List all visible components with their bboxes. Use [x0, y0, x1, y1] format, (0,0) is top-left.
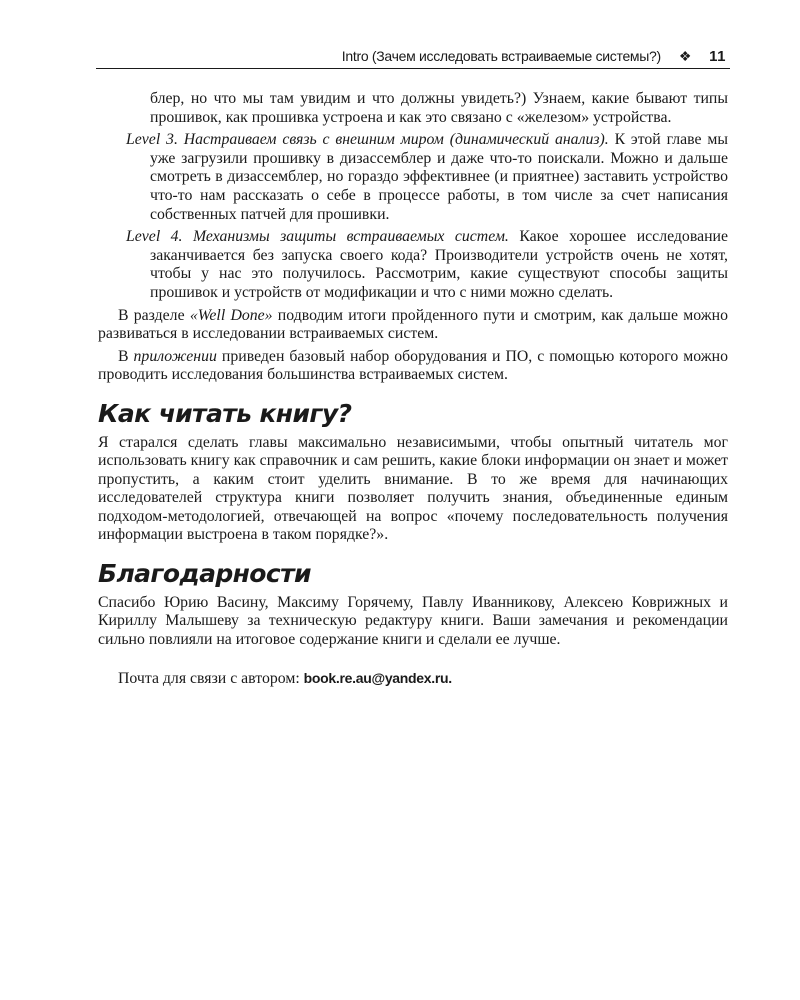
well-done-emphasis: «Well Done»	[189, 306, 273, 324]
running-title: Intro (Зачем исследовать встраиваемые системы?)	[341, 48, 661, 64]
how-to-read-heading: Как читать книгу?	[98, 398, 352, 428]
level-4-text: Какое хорошее исследование заканчивается без запуска своего кода? Производители устройств очень не хотят, чтобы у нас это получилось. Рассмотрим, какие существуют способы защиты прошивок и устройств от модификации и что с ними можно сделать.	[150, 228, 728, 301]
well-done-prefix: В разделе	[118, 306, 190, 324]
contact-label: Почта для связи с автором:	[118, 670, 304, 688]
well-done-text: подводим итоги пройденного пути и смотрим, как дальше можно развиваться в исследовании встраиваемых систем.	[98, 306, 728, 343]
well-done-paragraph	[98, 307, 728, 344]
appendix-prefix: В	[118, 347, 134, 365]
appendix-emphasis: приложении	[133, 347, 217, 365]
appendix-text: приведен базовый набор оборудования и ПО, с помощью которого можно проводить исследования большинства встраиваемых систем.	[98, 347, 728, 384]
page-number: 11	[709, 47, 726, 65]
level-3-item	[98, 131, 728, 224]
appendix-paragraph	[98, 348, 728, 385]
contact-line	[98, 669, 728, 689]
level-4-title: Level 4. Механизмы защиты встраиваемых систем.	[126, 228, 509, 246]
ornament-icon: ❖	[678, 47, 692, 64]
level-4-item	[98, 228, 728, 302]
acknowledgements-heading: Благодарности	[98, 559, 311, 589]
level-list-continuation: блер, но что мы там увидим и что должны увидеть?) Узнаем, какие бывают типы прошивок, как прошивка устроена и как это связано с «железом» устройства.	[150, 90, 728, 126]
how-to-read-paragraph: Я старался сделать главы максимально независимыми, чтобы опытный читатель мог использовать книгу как справочник и сам решить, какие блоки информации он знает и может пропустить, а каким стоит уделить внимание. В то же время для начинающих исследователей структура книги позволяет получить знания, объединенные единым подходом-методологией, отвечающей на вопрос «почему последовательность получения информации выстроена в таком порядке?».	[98, 433, 728, 544]
running-header	[96, 44, 730, 69]
author-email[interactable]: book.re.au@yandex.ru.	[303, 670, 452, 687]
page-body	[98, 90, 728, 693]
level-3-title: Level 3. Настраиваем связь с внешним миром (динамический анализ).	[126, 131, 609, 149]
acknowledgements-paragraph: Спасибо Юрию Васину, Максиму Горячему, Павлу Иванникову, Алексею Коврижных и Кириллу Малышеву за техническую редактуру книги. Ваши замечания и рекомендации сильно повлияли на итоговое содержание книги и сделали ее лучше.	[98, 593, 728, 648]
level-3-text: К этой главе мы уже загрузили прошивку в дизассемблер и даже что-то поискали. Можно и дальше смотреть в дизассемблер, но гораздо эффективнее (и приятнее) заставить устройство что-то нам рассказать о себе в процессе работы, в том числе за счет написания собственных патчей для прошивки.	[150, 131, 728, 223]
